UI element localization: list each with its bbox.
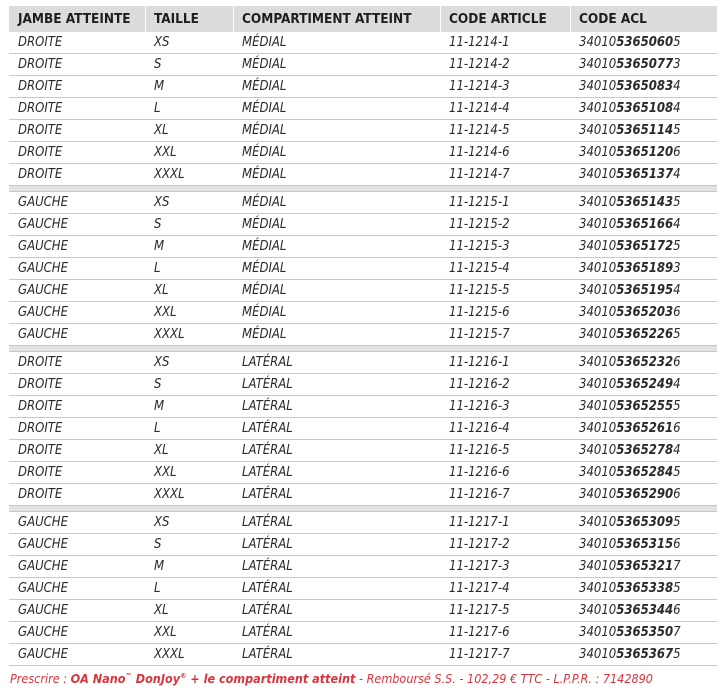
acl-core: 5365278 — [616, 443, 674, 458]
cell-compartiment: LATÉRAL — [242, 559, 293, 574]
table-row — [9, 236, 717, 258]
cell-jambe: DROITE — [18, 421, 63, 436]
cell-code-acl — [579, 644, 681, 665]
cell-code-acl — [579, 214, 681, 235]
cell-jambe: DROITE — [18, 35, 63, 50]
cell-code-article: 11-1215-2 — [449, 217, 510, 232]
acl-core: 5365344 — [616, 603, 674, 618]
acl-core: 5365083 — [616, 79, 674, 94]
cell-jambe: DROITE — [18, 57, 63, 72]
cell-jambe: DROITE — [18, 399, 63, 414]
cell-compartiment: MÉDIAL — [242, 261, 287, 276]
cell-compartiment: MÉDIAL — [242, 239, 287, 254]
acl-prefix: 34010 — [579, 647, 617, 662]
acl-prefix: 34010 — [579, 581, 617, 596]
header-code-acl: CODE ACL — [579, 11, 647, 27]
cell-code-article: 11-1214-6 — [449, 145, 510, 160]
acl-core: 5365060 — [616, 35, 674, 50]
acl-suffix: 4 — [673, 377, 681, 392]
header-taille: TAILLE — [154, 11, 199, 27]
acl-prefix: 34010 — [579, 101, 617, 116]
table-row — [9, 600, 717, 622]
cell-code-article: 11-1217-1 — [449, 515, 510, 530]
table-row — [9, 396, 717, 418]
table-row — [9, 578, 717, 600]
acl-suffix: 6 — [673, 355, 681, 370]
cell-taille: XS — [154, 195, 170, 210]
acl-prefix: 34010 — [579, 327, 617, 342]
header-jambe-atteinte: JAMBE ATTEINTE — [18, 11, 131, 27]
cell-taille: XS — [154, 35, 170, 50]
cell-compartiment: LATÉRAL — [242, 399, 293, 414]
header-compartiment-atteint: COMPARTIMENT ATTEINT — [242, 11, 412, 27]
cell-jambe: DROITE — [18, 101, 63, 116]
cell-code-acl — [579, 484, 681, 505]
cell-jambe: DROITE — [18, 377, 63, 392]
acl-core: 5365172 — [616, 239, 674, 254]
acl-core: 5365338 — [616, 581, 674, 596]
footer-reimbursement: - Remboursé S.S. - 102,29 € TTC - L.P.P.R. : 7142890 — [355, 671, 653, 686]
cell-code-article: 11-1216-5 — [449, 443, 510, 458]
acl-prefix: 34010 — [579, 57, 617, 72]
cell-taille: XXXL — [154, 327, 185, 342]
cell-compartiment: MÉDIAL — [242, 79, 287, 94]
table-row — [9, 192, 717, 214]
cell-jambe: DROITE — [18, 145, 63, 160]
cell-code-article: 11-1216-2 — [449, 377, 510, 392]
cell-compartiment: LATÉRAL — [242, 377, 293, 392]
acl-suffix: 6 — [673, 537, 681, 552]
cell-code-acl — [579, 164, 681, 185]
cell-taille: XL — [154, 443, 169, 458]
cell-code-article: 11-1215-5 — [449, 283, 510, 298]
acl-core: 5365290 — [616, 487, 674, 502]
cell-taille: XL — [154, 603, 169, 618]
acl-suffix: 6 — [673, 487, 681, 502]
cell-taille: M — [154, 559, 165, 574]
cell-code-acl — [579, 54, 681, 75]
acl-core: 5365166 — [616, 217, 674, 232]
cell-code-article: 11-1216-7 — [449, 487, 510, 502]
cell-code-acl — [579, 142, 681, 163]
cell-jambe: GAUCHE — [18, 283, 68, 298]
cell-jambe: DROITE — [18, 355, 63, 370]
header-divider — [440, 6, 441, 32]
acl-prefix: 34010 — [579, 167, 617, 182]
acl-prefix: 34010 — [579, 145, 617, 160]
cell-code-article: 11-1217-4 — [449, 581, 510, 596]
cell-code-article: 11-1215-1 — [449, 195, 510, 210]
table-row — [9, 512, 717, 534]
table-row — [9, 418, 717, 440]
cell-jambe: GAUCHE — [18, 239, 68, 254]
cell-taille: L — [154, 581, 161, 596]
table-row — [9, 644, 717, 666]
footer-product — [71, 671, 356, 686]
cell-code-acl — [579, 192, 681, 213]
cell-code-article: 11-1214-4 — [449, 101, 510, 116]
cell-jambe: DROITE — [18, 167, 63, 182]
cell-jambe: GAUCHE — [18, 559, 68, 574]
acl-suffix: 4 — [673, 101, 681, 116]
table-row — [9, 142, 717, 164]
acl-core: 5365261 — [616, 421, 674, 436]
acl-prefix: 34010 — [579, 239, 617, 254]
acl-core: 5365255 — [616, 399, 674, 414]
footer-prefix: Prescrire : — [10, 671, 71, 686]
acl-suffix: 5 — [673, 515, 681, 530]
cell-jambe: GAUCHE — [18, 537, 68, 552]
acl-suffix: 3 — [673, 57, 681, 72]
cell-taille: XL — [154, 283, 169, 298]
acl-core: 5365077 — [616, 57, 674, 72]
cell-code-article: 11-1214-5 — [449, 123, 510, 138]
table-row — [9, 258, 717, 280]
cell-jambe: DROITE — [18, 123, 63, 138]
cell-compartiment: LATÉRAL — [242, 647, 293, 662]
cell-compartiment: LATÉRAL — [242, 537, 293, 552]
table-row — [9, 484, 717, 506]
cell-code-acl — [579, 578, 681, 599]
acl-prefix: 34010 — [579, 261, 617, 276]
cell-taille: XXXL — [154, 167, 185, 182]
cell-jambe: GAUCHE — [18, 625, 68, 640]
acl-suffix: 6 — [673, 421, 681, 436]
table-header — [9, 6, 717, 32]
acl-prefix: 34010 — [579, 195, 617, 210]
acl-prefix: 34010 — [579, 421, 617, 436]
acl-suffix: 5 — [673, 327, 681, 342]
acl-prefix: 34010 — [579, 487, 617, 502]
acl-prefix: 34010 — [579, 603, 617, 618]
cell-jambe: GAUCHE — [18, 217, 68, 232]
cell-code-article: 11-1216-4 — [449, 421, 510, 436]
acl-prefix: 34010 — [579, 123, 617, 138]
acl-core: 5365203 — [616, 305, 674, 320]
cell-compartiment: LATÉRAL — [242, 487, 293, 502]
table-row — [9, 374, 717, 396]
acl-core: 5365315 — [616, 537, 674, 552]
table-row — [9, 556, 717, 578]
registered-symbol: ® — [180, 671, 187, 680]
cell-jambe: DROITE — [18, 465, 63, 480]
cell-code-article: 11-1215-6 — [449, 305, 510, 320]
cell-code-acl — [579, 600, 681, 621]
table-row — [9, 302, 717, 324]
acl-prefix: 34010 — [579, 355, 617, 370]
cell-code-acl — [579, 236, 681, 257]
trademark-symbol: ™ — [125, 671, 132, 680]
cell-taille: XXL — [154, 625, 177, 640]
cell-code-acl — [579, 374, 681, 395]
acl-prefix: 34010 — [579, 465, 617, 480]
acl-core: 5365114 — [616, 123, 674, 138]
acl-core: 5365367 — [616, 647, 674, 662]
cell-taille: XXL — [154, 465, 177, 480]
acl-core: 5365189 — [616, 261, 674, 276]
acl-suffix: 4 — [673, 443, 681, 458]
cell-code-acl — [579, 534, 681, 555]
acl-prefix: 34010 — [579, 537, 617, 552]
acl-suffix: 7 — [673, 625, 681, 640]
acl-suffix: 5 — [673, 465, 681, 480]
table-row — [9, 352, 717, 374]
cell-code-article: 11-1214-2 — [449, 57, 510, 72]
header-divider — [233, 6, 234, 32]
cell-taille: L — [154, 421, 161, 436]
cell-jambe: GAUCHE — [18, 261, 68, 276]
acl-prefix: 34010 — [579, 79, 617, 94]
cell-jambe: GAUCHE — [18, 515, 68, 530]
cell-code-acl — [579, 462, 681, 483]
acl-suffix: 4 — [673, 283, 681, 298]
cell-code-article: 11-1217-7 — [449, 647, 510, 662]
table-row — [9, 98, 717, 120]
cell-taille: M — [154, 79, 165, 94]
cell-code-article: 11-1215-4 — [449, 261, 510, 276]
cell-code-acl — [579, 352, 681, 373]
acl-suffix: 5 — [673, 195, 681, 210]
cell-compartiment: MÉDIAL — [242, 145, 287, 160]
cell-code-acl — [579, 280, 681, 301]
table-row — [9, 214, 717, 236]
cell-code-acl — [579, 440, 681, 461]
acl-prefix: 34010 — [579, 399, 617, 414]
cell-taille: S — [154, 377, 162, 392]
acl-suffix: 6 — [673, 603, 681, 618]
cell-code-article: 11-1217-2 — [449, 537, 510, 552]
cell-code-article: 11-1216-6 — [449, 465, 510, 480]
cell-code-article: 11-1216-3 — [449, 399, 510, 414]
acl-prefix: 34010 — [579, 515, 617, 530]
table-row — [9, 164, 717, 186]
cell-code-acl — [579, 258, 681, 279]
cell-taille: S — [154, 57, 162, 72]
cell-taille: L — [154, 261, 161, 276]
cell-jambe: GAUCHE — [18, 647, 68, 662]
cell-taille: XXXL — [154, 647, 185, 662]
acl-suffix: 5 — [673, 647, 681, 662]
table-row — [9, 76, 717, 98]
cell-code-acl — [579, 324, 681, 345]
footer-brand-name: DonJoy — [131, 671, 181, 686]
table-row — [9, 622, 717, 644]
acl-core: 5365321 — [616, 559, 674, 574]
cell-taille: XL — [154, 123, 169, 138]
cell-jambe: GAUCHE — [18, 581, 68, 596]
cell-jambe: GAUCHE — [18, 327, 68, 342]
acl-core: 5365226 — [616, 327, 674, 342]
cell-taille: L — [154, 101, 161, 116]
cell-compartiment: LATÉRAL — [242, 443, 293, 458]
cell-code-article: 11-1216-1 — [449, 355, 510, 370]
table-row — [9, 324, 717, 346]
cell-taille: XXL — [154, 145, 177, 160]
table-row — [9, 54, 717, 76]
cell-code-article: 11-1215-3 — [449, 239, 510, 254]
acl-suffix: 5 — [673, 399, 681, 414]
acl-prefix: 34010 — [579, 377, 617, 392]
cell-taille: XS — [154, 355, 170, 370]
cell-taille: S — [154, 217, 162, 232]
acl-suffix: 4 — [673, 79, 681, 94]
acl-core: 5365120 — [616, 145, 674, 160]
acl-prefix: 34010 — [579, 35, 617, 50]
acl-core: 5365249 — [616, 377, 674, 392]
cell-compartiment: MÉDIAL — [242, 217, 287, 232]
cell-code-acl — [579, 32, 681, 53]
cell-compartiment: LATÉRAL — [242, 603, 293, 618]
acl-suffix: 6 — [673, 305, 681, 320]
cell-jambe: DROITE — [18, 443, 63, 458]
acl-prefix: 34010 — [579, 283, 617, 298]
acl-core: 5365350 — [616, 625, 674, 640]
cell-compartiment: MÉDIAL — [242, 167, 287, 182]
table-row — [9, 280, 717, 302]
cell-code-article: 11-1214-1 — [449, 35, 510, 50]
acl-suffix: 5 — [673, 239, 681, 254]
acl-core: 5365108 — [616, 101, 674, 116]
table-row — [9, 440, 717, 462]
cell-compartiment: MÉDIAL — [242, 57, 287, 72]
cell-code-acl — [579, 396, 681, 417]
cell-code-article: 11-1214-3 — [449, 79, 510, 94]
acl-suffix: 5 — [673, 35, 681, 50]
cell-code-acl — [579, 512, 681, 533]
header-divider — [145, 6, 146, 32]
cell-taille: M — [154, 239, 165, 254]
footer-product-detail: + le compartiment atteint — [186, 671, 356, 686]
cell-compartiment: MÉDIAL — [242, 283, 287, 298]
cell-compartiment: MÉDIAL — [242, 195, 287, 210]
cell-code-acl — [579, 76, 681, 97]
cell-jambe: GAUCHE — [18, 603, 68, 618]
acl-core: 5365195 — [616, 283, 674, 298]
header-code-article: CODE ARTICLE — [449, 11, 547, 27]
cell-taille: XXL — [154, 305, 177, 320]
cell-taille: XS — [154, 515, 170, 530]
cell-taille: XXXL — [154, 487, 185, 502]
cell-compartiment: LATÉRAL — [242, 355, 293, 370]
cell-code-article: 11-1217-6 — [449, 625, 510, 640]
cell-jambe: GAUCHE — [18, 305, 68, 320]
acl-prefix: 34010 — [579, 217, 617, 232]
product-reference-table — [9, 6, 717, 666]
cell-compartiment: MÉDIAL — [242, 35, 287, 50]
acl-core: 5365232 — [616, 355, 674, 370]
acl-suffix: 5 — [673, 581, 681, 596]
cell-code-article: 11-1215-7 — [449, 327, 510, 342]
acl-suffix: 6 — [673, 145, 681, 160]
acl-suffix: 3 — [673, 261, 681, 276]
acl-prefix: 34010 — [579, 305, 617, 320]
table-body — [9, 32, 717, 666]
cell-code-article: 11-1217-5 — [449, 603, 510, 618]
acl-prefix: 34010 — [579, 625, 617, 640]
cell-compartiment: LATÉRAL — [242, 465, 293, 480]
cell-code-acl — [579, 556, 681, 577]
cell-compartiment: LATÉRAL — [242, 625, 293, 640]
table-row — [9, 462, 717, 484]
acl-suffix: 4 — [673, 167, 681, 182]
acl-core: 5365143 — [616, 195, 674, 210]
acl-suffix: 4 — [673, 217, 681, 232]
cell-code-acl — [579, 418, 681, 439]
cell-code-acl — [579, 622, 681, 643]
cell-compartiment: LATÉRAL — [242, 581, 293, 596]
cell-code-acl — [579, 98, 681, 119]
cell-compartiment: LATÉRAL — [242, 515, 293, 530]
cell-compartiment: MÉDIAL — [242, 327, 287, 342]
cell-jambe: DROITE — [18, 487, 63, 502]
cell-code-article: 11-1214-7 — [449, 167, 510, 182]
table-row — [9, 120, 717, 142]
acl-core: 5365284 — [616, 465, 674, 480]
cell-compartiment: LATÉRAL — [242, 421, 293, 436]
cell-compartiment: MÉDIAL — [242, 305, 287, 320]
header-divider — [570, 6, 571, 32]
acl-core: 5365137 — [616, 167, 674, 182]
cell-compartiment: MÉDIAL — [242, 123, 287, 138]
table-row — [9, 32, 717, 54]
acl-suffix: 5 — [673, 123, 681, 138]
cell-code-article: 11-1217-3 — [449, 559, 510, 574]
acl-prefix: 34010 — [579, 443, 617, 458]
cell-code-acl — [579, 120, 681, 141]
cell-jambe: DROITE — [18, 79, 63, 94]
cell-jambe: GAUCHE — [18, 195, 68, 210]
cell-compartiment: MÉDIAL — [242, 101, 287, 116]
footer-product-name: OA Nano — [70, 671, 126, 686]
cell-taille: M — [154, 399, 165, 414]
cell-code-acl — [579, 302, 681, 323]
acl-suffix: 7 — [673, 559, 681, 574]
acl-core: 5365309 — [616, 515, 674, 530]
acl-prefix: 34010 — [579, 559, 617, 574]
table-row — [9, 534, 717, 556]
cell-taille: S — [154, 537, 162, 552]
prescription-note — [10, 671, 653, 686]
